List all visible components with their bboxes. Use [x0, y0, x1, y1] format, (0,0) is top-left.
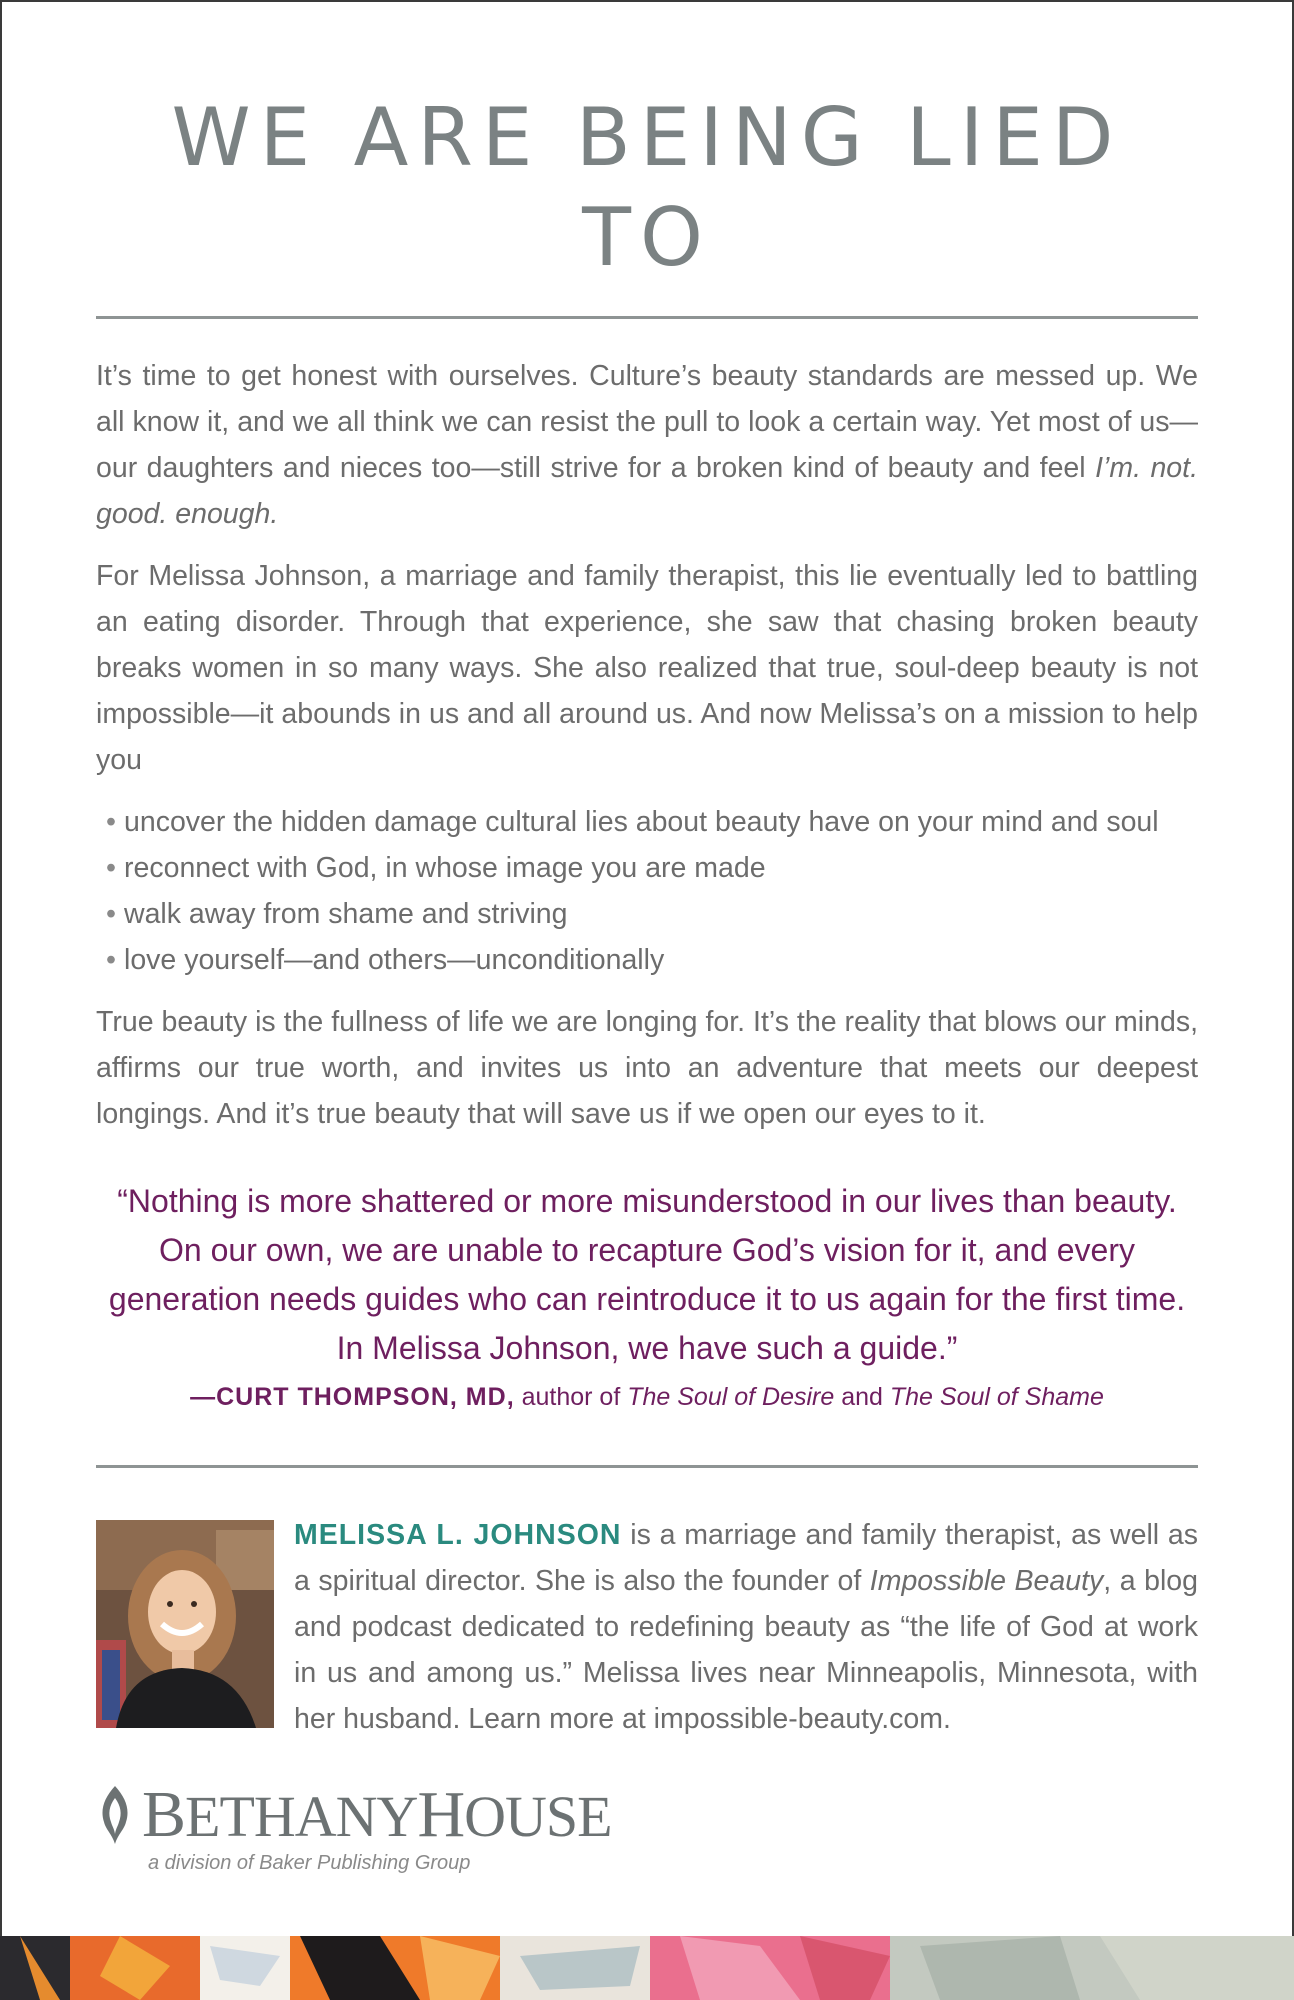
- publisher-logo: [96, 1780, 1198, 1880]
- bullet-icon: •: [106, 944, 116, 976]
- top-divider: [96, 316, 1198, 319]
- painted-art-strip: [0, 1936, 1294, 2000]
- author-brand: Impossible Beauty: [869, 1565, 1104, 1597]
- intro-emphasis: I’m. not. good. enough.: [96, 452, 1198, 530]
- endorsement-quote: “Nothing is more shattered or more misunderstood in our lives than beauty. On our own, we are unable to recapture God’s vision for it, and every generation needs guides who can reintroduce it to us again for the first time. In Melissa Johnson, we have such a guide.”: [108, 1183, 1186, 1366]
- benefit-list: [96, 799, 1198, 983]
- list-item: • uncover the hidden damage cultural lies about beauty have on your mind and soul: [106, 799, 1198, 845]
- bullet-icon: •: [106, 898, 116, 930]
- author-bio-text: MELISSA L. JOHNSON is a marriage and family therapist, as well as a spiritual director. She is also the founder of Impossible Beauty, a blog and podcast dedicated to redefining beauty as “the life of God at work in us and among us.” Melissa lives near Minneapolis, Minnesota, with her husband. Learn more at impossible-beauty.com.: [294, 1519, 1198, 1735]
- closing-paragraph: True beauty is the fullness of life we are longing for. It’s the reality that blows our minds, affirms our true worth, and invites us into an adventure that meets our deepest longings. And it’s true beauty that will save us if we open our eyes to it.: [96, 1006, 1198, 1130]
- endorsement-attribution: —CURT THOMPSON, MD, author of The Soul of Desire and The Soul of Shame: [190, 1383, 1104, 1411]
- list-item: • reconnect with God, in whose image you are made: [106, 845, 1198, 891]
- list-item: • love yourself—and others—unconditionally: [106, 937, 1198, 983]
- author-name: MELISSA L. JOHNSON: [294, 1519, 622, 1551]
- endorser-book-2: The Soul of Shame: [889, 1383, 1104, 1411]
- bullet-icon: •: [106, 852, 116, 884]
- intro-text: It’s time to get honest with ourselves. Culture’s beauty standards are messed up. We all know it, and we all think we can resist the pull to look a certain way. Yet most of us—our daughters and nieces too—still strive for a broken kind of beauty and feel: [96, 360, 1198, 484]
- author-bio: [96, 1512, 1198, 1742]
- publisher-name: BETHANYHOUSE: [142, 1778, 612, 1851]
- endorser-book-1: The Soul of Desire: [627, 1383, 835, 1411]
- bullet-icon: •: [106, 806, 116, 838]
- headline: WE ARE BEING LIED TO: [171, 91, 1123, 284]
- author-photo-illustration: [96, 1520, 274, 1728]
- endorser-name: —CURT THOMPSON, MD,: [190, 1383, 515, 1411]
- mission-paragraph: For Melissa Johnson, a marriage and family therapist, this lie eventually led to battling an eating disorder. Through that experience, she saw that chasing broken beauty breaks women in so many ways. She also realized that true, soul-deep beauty is not impossible—it abounds in us and all around us. And now Melissa’s on a mission to help you: [96, 560, 1198, 776]
- intro-paragraph: [96, 353, 1198, 537]
- list-item: • walk away from shame and striving: [106, 891, 1198, 937]
- author-photo: [96, 1520, 274, 1728]
- painted-art-illustration: [0, 1936, 1294, 2000]
- back-cover: [96, 88, 1198, 1990]
- publisher-subtitle: a division of Baker Publishing Group: [148, 1852, 471, 1874]
- bio-divider: [96, 1465, 1198, 1468]
- lamp-flame-icon: [96, 1784, 134, 1846]
